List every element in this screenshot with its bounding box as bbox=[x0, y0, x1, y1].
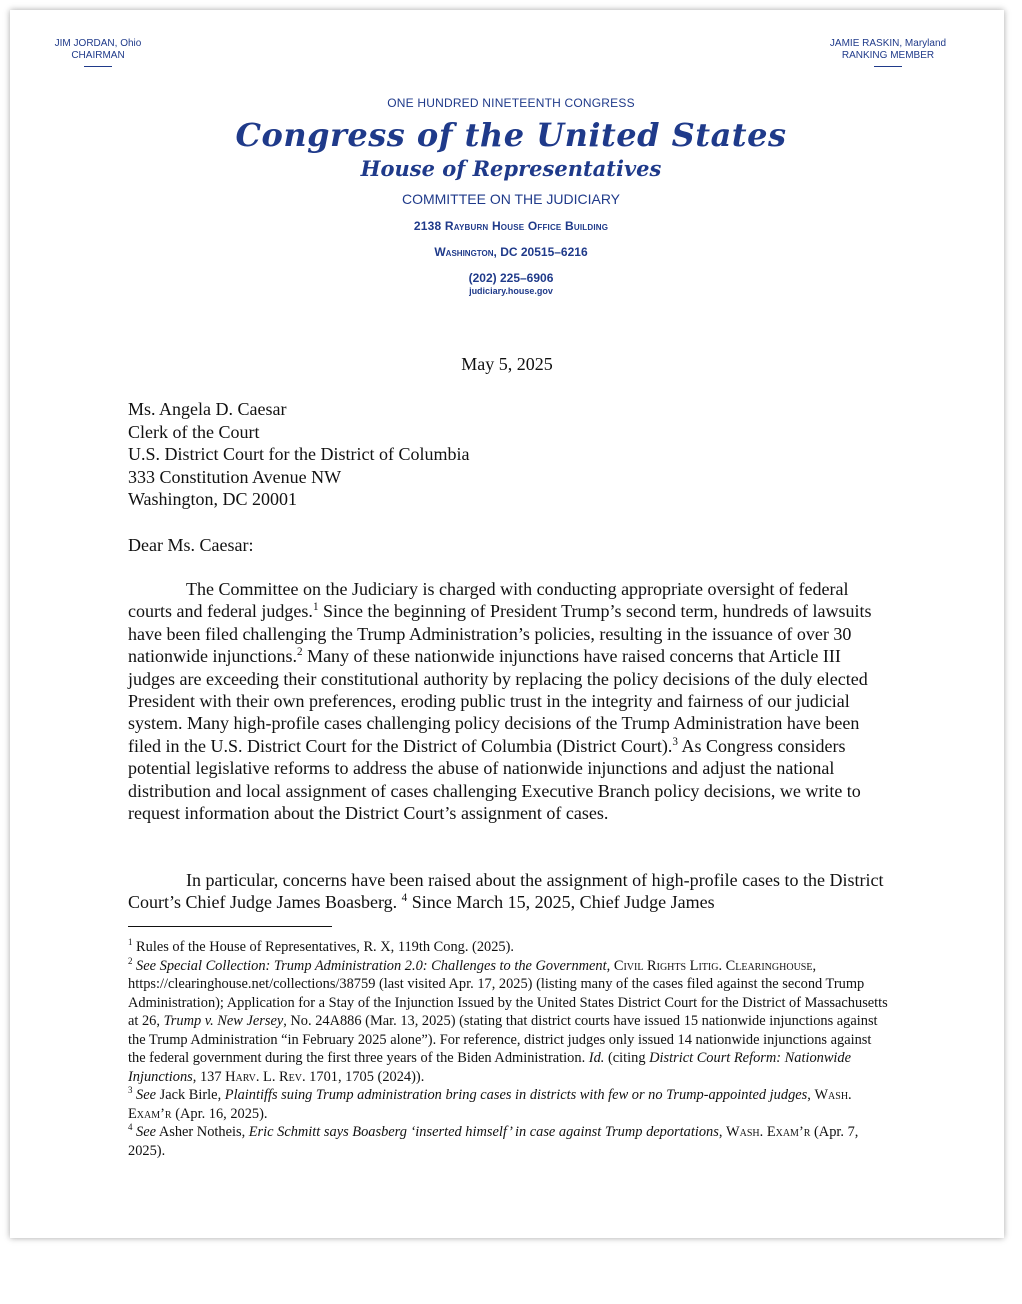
footnote-2-text-e: , 137 bbox=[192, 1068, 226, 1085]
footnote-ref-4: 4 bbox=[401, 892, 408, 905]
footnote-3-see: See bbox=[132, 1087, 157, 1103]
p1-sentence-3: Many of these nationwide injunctions have raised concerns that Article III judges are exceeding their constitutional authority by replacing the policy decisions of the duly elected President with their own preferences, eroding public trust in the integrity and fairness of our judicial system. Many high-profile cases challenging policy decisions of the Trump Administration have been filed in the U.S. District Court for the District of Columbia (District Court). bbox=[128, 646, 868, 756]
footnote-3-title: Plaintiffs suing Trump administration bring cases in districts with few or no Trump-appointed judges bbox=[224, 1087, 808, 1103]
chairman-block bbox=[44, 38, 152, 67]
ranking-member-title: RANKING MEMBER bbox=[841, 50, 935, 61]
footnote-3-sep: , bbox=[807, 1087, 815, 1103]
chairman-title: CHAIRMAN bbox=[71, 50, 125, 61]
footnote-2 bbox=[128, 957, 888, 1087]
footnote-2-title: Special Collection: Trump Administration 2.0: Challenges to the Government bbox=[159, 957, 607, 974]
office-phone: (202) 225–6906 bbox=[468, 271, 554, 285]
footnote-4 bbox=[128, 1123, 888, 1160]
ranking-member-name: JAMIE RASKIN, Maryland bbox=[829, 38, 947, 49]
office-city: Washington, DC 20515–6216 bbox=[434, 245, 588, 259]
letterhead-subtitle: House of Representatives bbox=[360, 156, 662, 181]
p2-sentence-2: Since March 15, 2025, Chief Judge James bbox=[407, 892, 715, 913]
footnote-3-source: Wash. Exam’r bbox=[128, 1087, 852, 1122]
footnote-ref-3: 3 bbox=[672, 735, 678, 748]
p1-sentence-4: As Congress considers potential legislative reforms to address the abuse of nationwide injunctions and adjust the national distribution and local assignment of cases challenging Executive Branch policy decisions, we write to request information about the District Court’s assignment of cases. bbox=[128, 735, 861, 824]
letter-date: May 5, 2025 bbox=[461, 354, 553, 374]
recipient-name: Ms. Angela D. Caesar bbox=[128, 399, 287, 419]
recipient-title: Clerk of the Court bbox=[128, 421, 260, 442]
footnote-2-text-c: , No. 24A886 (Mar. 13, 2025) (stating that district courts have issued 15 nationwide injunctions against the Trump Administration “in February 2025 alone”). For reference, district judges only issued 14 nationwide injunctions against the federal government during the first three years of the Biden Administration. bbox=[128, 1013, 878, 1066]
chairman-rule bbox=[84, 66, 112, 67]
p2-sentence-1: In particular, concerns have been raised about the assignment of high-profile cases to the District Court’s Chief Judge James Boasberg. bbox=[128, 870, 884, 913]
ranking-member-rule bbox=[874, 66, 902, 67]
recipient-address bbox=[128, 398, 469, 511]
body-paragraph-2 bbox=[128, 869, 890, 914]
footnote-4-number: 4 bbox=[128, 1122, 133, 1133]
footnote-ref-2: 2 bbox=[296, 646, 303, 659]
office-address: 2138 Rayburn House Office Building bbox=[413, 219, 609, 233]
p1-sentence-2: Since the beginning of President Trump’s second term, hundreds of lawsuits have been filed challenging the Trump Administration’s policies, resulting in the issuance of over 30 nationwide injunctions. bbox=[128, 601, 872, 667]
footnote-4-date: (Apr. 7, 2025). bbox=[128, 1124, 859, 1159]
footnote-3-date: (Apr. 16, 2025). bbox=[171, 1105, 268, 1122]
footnote-4-source: Wash. Exam’r bbox=[726, 1124, 811, 1140]
footnote-2-text-f: 1701, 1705 (2024)). bbox=[305, 1068, 425, 1085]
footnote-3-number: 3 bbox=[128, 1085, 133, 1096]
footnote-1-text: Rules of the House of Representatives, R. X, 119th Cong. (2025). bbox=[132, 939, 515, 955]
footnote-2-article: District Court Reform: Nationwide Injunctions bbox=[128, 1050, 852, 1085]
footnote-3-author: Jack Birle, bbox=[156, 1087, 225, 1103]
footnote-2-text-d: (citing bbox=[604, 1050, 650, 1066]
footnote-2-journal: Harv. L. Rev. bbox=[225, 1068, 306, 1085]
letterhead bbox=[0, 96, 1022, 296]
footnote-divider bbox=[128, 926, 332, 927]
footnote-4-title: Eric Schmitt says Boasberg ‘inserted himself’ in case against Trump deportations bbox=[248, 1124, 719, 1140]
footnote-2-id: Id. bbox=[588, 1050, 605, 1066]
letterhead-title: Congress of the United States bbox=[235, 116, 787, 154]
footnote-3 bbox=[128, 1086, 888, 1123]
footnote-1-number: 1 bbox=[128, 937, 133, 948]
salutation: Dear Ms. Caesar: bbox=[128, 535, 254, 555]
office-website: judiciary.house.gov bbox=[469, 286, 553, 296]
footnote-ref-1: 1 bbox=[312, 601, 319, 614]
footnote-4-see: See bbox=[132, 1124, 157, 1140]
footnote-2-case: Trump v. New Jersey bbox=[163, 1013, 284, 1029]
footnote-2-see: See bbox=[132, 957, 160, 974]
recipient-street: 333 Constitution Avenue NW bbox=[128, 466, 342, 487]
committee-name: COMMITTEE ON THE JUDICIARY bbox=[401, 191, 621, 207]
footnote-4-author: Asher Notheis, bbox=[156, 1124, 249, 1140]
footnote-4-sep: , bbox=[718, 1124, 727, 1140]
recipient-city: Washington, DC 20001 bbox=[128, 489, 298, 509]
footnote-2-sep: , bbox=[606, 957, 614, 974]
ranking-member-block bbox=[820, 38, 956, 67]
body-paragraph-1 bbox=[128, 578, 890, 824]
footnote-1 bbox=[128, 938, 888, 957]
footnote-2-number: 2 bbox=[128, 955, 133, 966]
footnote-2-text-b: , https://clearinghouse.net/collections/38759 (last visited Apr. 17, 2025) (listing many of the cases filed against the second Trump Administration); Application for a Stay of the Injunction Issued by the United States District Court for the District of Massachusetts at 26, bbox=[128, 957, 888, 1029]
footnote-2-source: Civil Rights Litig. Clearinghouse bbox=[613, 957, 813, 974]
congress-number: ONE HUNDRED NINETEENTH CONGRESS bbox=[387, 96, 635, 110]
p1-sentence-1: The Committee on the Judiciary is charged with conducting appropriate oversight of federal courts and federal judges. bbox=[128, 579, 849, 622]
chairman-name: JIM JORDAN, Ohio bbox=[54, 38, 142, 49]
footnotes bbox=[128, 938, 888, 1160]
recipient-court: U.S. District Court for the District of Columbia bbox=[128, 444, 470, 464]
